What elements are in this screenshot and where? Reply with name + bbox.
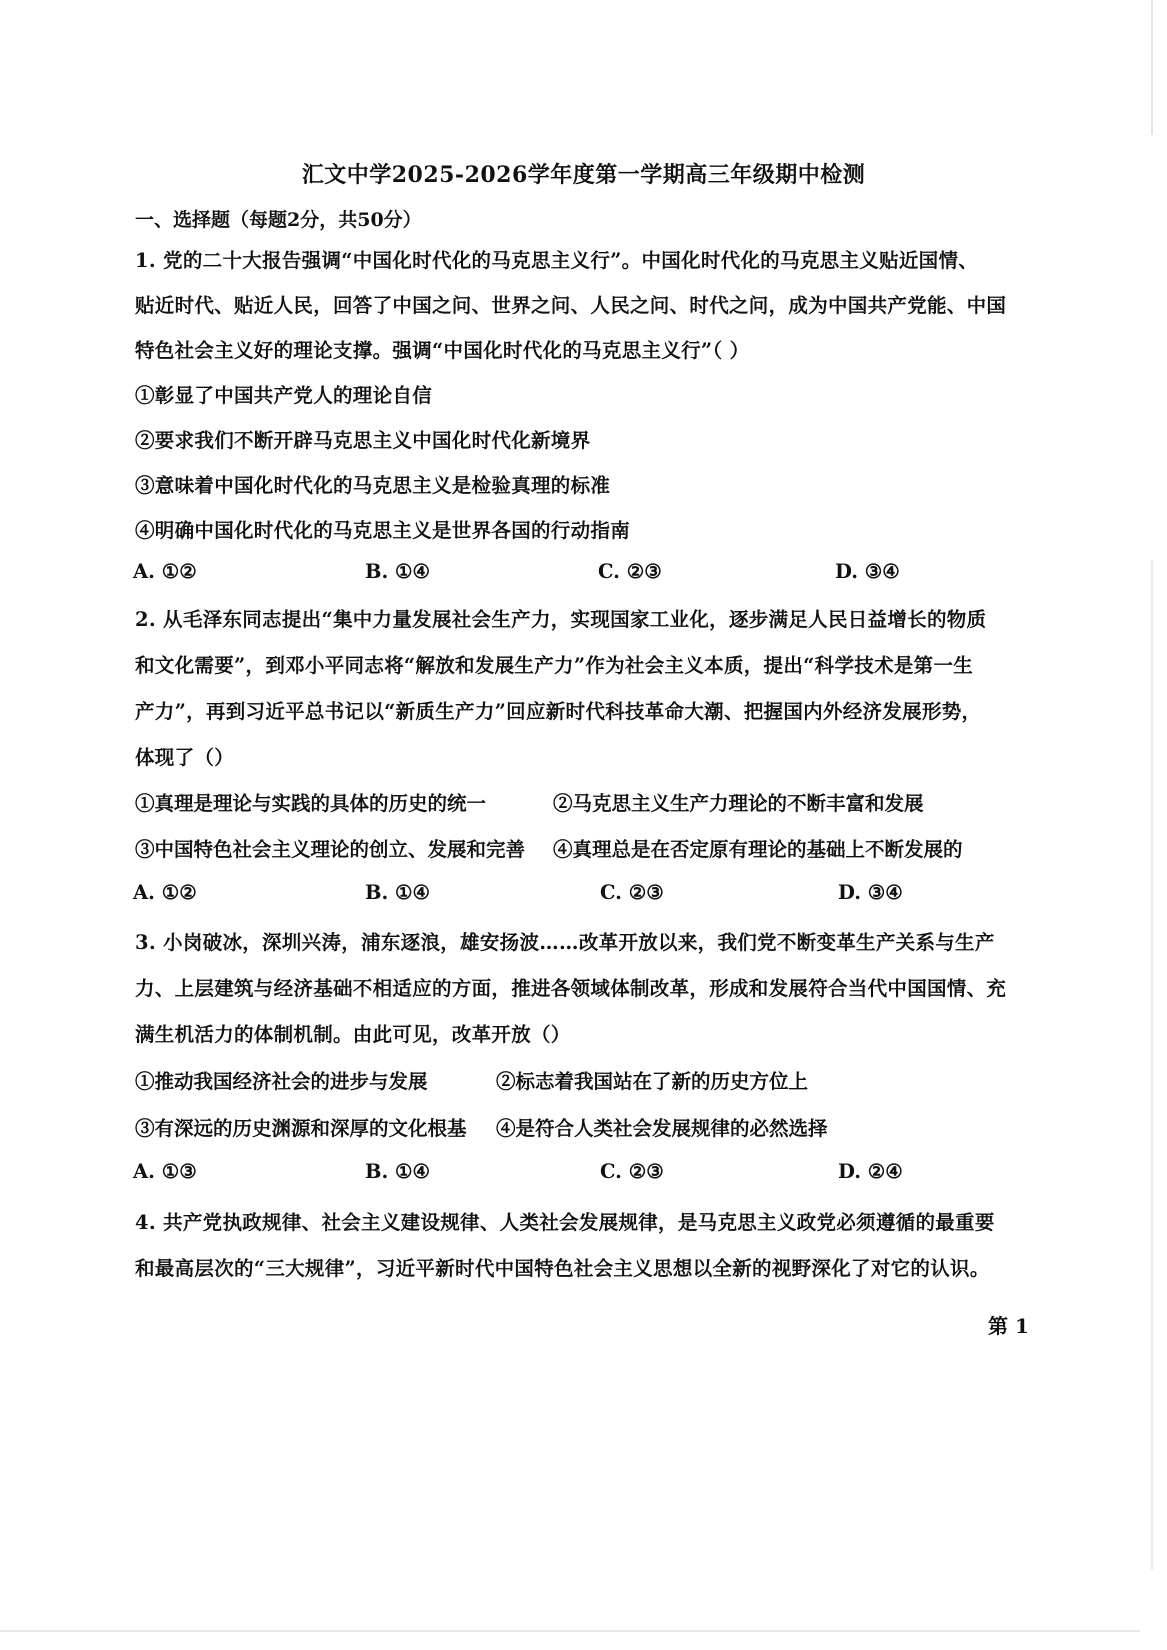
question-2-item: ④真理总是在否定原有理论的基础上不断发展的 (553, 838, 963, 861)
exam-title: 汇文中学2025-2026学年度第一学期高三年级期中检测 (301, 162, 866, 188)
question-4-line: 4. 共产党执政规律、社会主义建设规律、人类社会发展规律，是马克思主义政党必须遵循的最重要 (135, 1211, 995, 1234)
question-2-option-a: A. ①② (133, 881, 197, 904)
question-3-item: ①推动我国经济社会的进步与发展 (135, 1070, 428, 1093)
question-3-line: 满生机活力的体制机制。由此可见，改革开放（） (135, 1023, 571, 1046)
question-1-option-c: C. ②③ (598, 560, 662, 583)
question-3-item: ③有深远的历史渊源和深厚的文化根基 (135, 1117, 467, 1140)
question-2-line: 体现了（） (135, 746, 235, 769)
question-3-option-b: B. ①④ (365, 1160, 431, 1183)
question-3-option-c: C. ②③ (600, 1160, 664, 1183)
question-1-line: 1. 党的二十大报告强调“中国化时代化的马克思主义行”。中国化时代化的马克思主义贴近国情、 (135, 249, 979, 272)
question-2-line: 产力”，再到习近平总书记以“新质生产力”回应新时代科技革命大潮、把握国内外经济发展形势， (135, 700, 982, 723)
question-3-item: ②标志着我国站在了新的历史方位上 (496, 1070, 809, 1093)
question-2-item: ①真理是理论与实践的具体的历史的统一 (135, 792, 487, 815)
question-4-line: 和最高层次的“三大规律”，习近平新时代中国特色社会主义思想以全新的视野深化了对它的认识。 (135, 1257, 990, 1280)
question-2-option-d: D. ③④ (838, 881, 903, 904)
question-3-line: 3. 小岗破冰，深圳兴涛，浦东逐浪，雄安扬波……改革开放以来，我们党不断变革生产关系与生产 (135, 931, 995, 954)
question-2-line: 2. 从毛泽东同志提出“集中力量发展社会生产力，实现国家工业化，逐步满足人民日益增长的物质 (135, 608, 987, 631)
question-1-option-b: B. ①④ (365, 560, 431, 583)
question-1-option-d: D. ③④ (835, 560, 900, 583)
question-2-item: ②马克思主义生产力理论的不断丰富和发展 (553, 792, 924, 815)
question-1-line: 贴近时代、贴近人民，回答了中国之问、世界之问、人民之问、时代之问，成为中国共产党能、中国 (135, 294, 1007, 317)
page-number: 第 1 (988, 1314, 1029, 1338)
scan-edge (0, 1630, 1140, 1632)
question-1-line: 特色社会主义好的理论支撑。强调“中国化时代化的马克思主义行”（ ） (135, 339, 750, 362)
question-3-option-a: A. ①③ (133, 1160, 197, 1183)
question-2-option-c: C. ②③ (600, 881, 664, 904)
question-3-item: ④是符合人类社会发展规律的必然选择 (496, 1117, 828, 1140)
question-2-item: ③中国特色社会主义理论的创立、发展和完善 (135, 838, 526, 861)
question-1-option-a: A. ①② (133, 560, 197, 583)
scan-edge (1151, 560, 1153, 1570)
section-heading: 一、选择题（每题2分，共50分） (135, 209, 422, 231)
question-1-item: ③意味着中国化时代化的马克思主义是检验真理的标准 (135, 474, 611, 497)
question-3-line: 力、上层建筑与经济基础不相适应的方面，推进各领域体制改革，形成和发展符合当代中国国情、充 (135, 977, 1007, 1000)
question-1-item: ④明确中国化时代化的马克思主义是世界各国的行动指南 (135, 519, 631, 542)
question-2-line: 和文化需要”，到邓小平同志将“解放和发展生产力”作为社会主义本质，提出“科学技术是第一生 (135, 654, 974, 677)
scan-edge (1151, 0, 1153, 135)
question-1-item: ②要求我们不断开辟马克思主义中国化时代化新境界 (135, 429, 591, 452)
question-1-item: ①彰显了中国共产党人的理论自信 (135, 384, 433, 407)
question-2-option-b: B. ①④ (365, 881, 431, 904)
question-3-option-d: D. ②④ (838, 1160, 903, 1183)
